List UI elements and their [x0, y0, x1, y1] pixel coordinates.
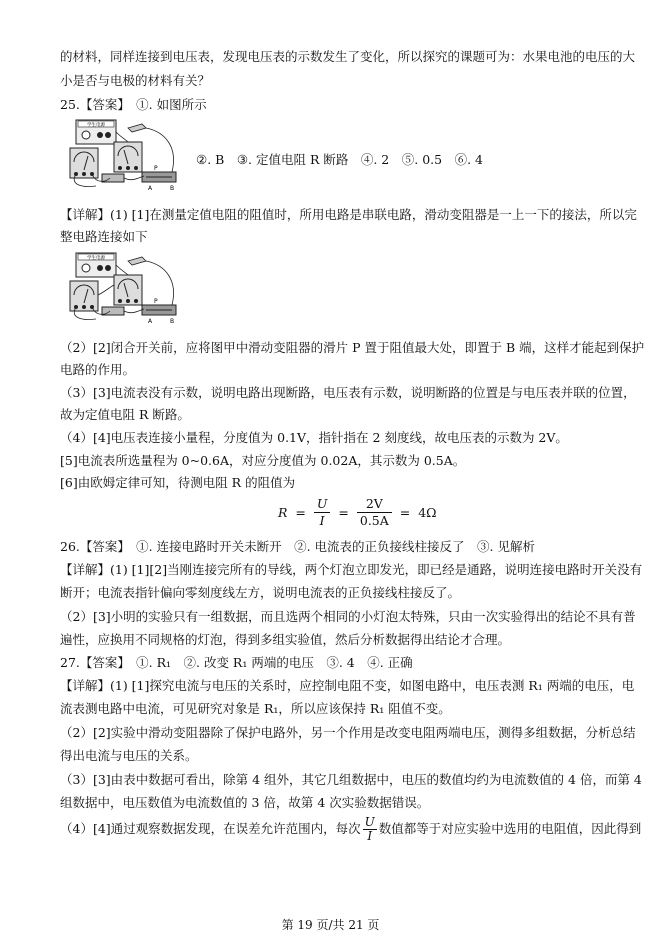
q26-answer-heading: 26.【答案】 ①. 连接电路时开关未断开 ②. 电流表的正负接线柱接反了 ③. 见解析: [60, 539, 535, 554]
formula-fraction-1: [314, 496, 331, 529]
terminal-b-label: B: [170, 318, 175, 325]
q25-answer-heading: 25.【答案】 ①. 如图所示: [60, 97, 207, 112]
text-line: 组数据中，电压数值为电流数值的 3 倍，故第 4 次实验数据错误。: [60, 795, 430, 810]
q27-d4-post: 数值都等于对应实验中选用的电阻值，因此得到: [378, 821, 642, 836]
text-line: 【详解】(1) [1]在测量定值电阻的阻值时，所用电路是串联电路，滑动变阻器是一上一下的接法，所以完: [60, 207, 637, 222]
frac1-num: U: [314, 496, 331, 513]
text-line: （4）[4]电压表连接小量程，分度值为 0.1V，指针指在 2 刻度线，故电压表的示数为 2V。: [60, 430, 568, 445]
text-line: （2）[3]小明的实验只有一组数据，而且选两个相同的小灯泡太特殊，只由一次实验得出的结论不具有普: [60, 609, 636, 624]
text-line: 整电路连接如下: [60, 229, 148, 244]
q27-answer-heading: 27.【答案】 ①. R₁ ②. 改变 R₁ 两端的电压 ③. 4 ④. 正确: [60, 655, 413, 670]
page-footer: 第 19 页/共 21 页: [281, 918, 380, 932]
formula-fraction-2: [357, 496, 392, 529]
formula-eq: =: [399, 505, 411, 520]
circuit-figure-1: [66, 118, 190, 192]
terminal-a-label: A: [148, 185, 153, 192]
slider-p-label: P: [154, 165, 158, 172]
formula-eq: =: [295, 505, 306, 520]
text-line: 遍性，应换用不同规格的灯泡，得到多组实验值，然后分析数据得出结论才合理。: [60, 632, 511, 647]
ohm-formula: [278, 496, 437, 538]
text-line: 得出电流与电压的关系。: [60, 748, 198, 763]
q27-d4-pre: （4）[4]通过观察数据发现，在误差允许范围内，每次: [60, 821, 361, 836]
power-label: 学生电源: [87, 123, 105, 128]
inline-frac-den: I: [367, 829, 373, 843]
inline-frac-num: U: [364, 815, 375, 829]
slider-p-label: P: [154, 298, 158, 305]
q25-answers: ②. B ③. 定值电阻 R 断路 ④. 2 ⑤. 0.5 ⑥. 4: [196, 152, 483, 167]
text-line: （2）[2]闭合开关前，应将图甲中滑动变阻器的滑片 P 置于阻值最大处，即置于 B 端，这样才能起到保护: [60, 340, 645, 355]
frac2-num: 2V: [357, 496, 392, 513]
circuit-figure-2: [66, 251, 190, 325]
power-label: 学生电源: [87, 256, 105, 261]
text-line: 的材料，同样连接到电压表，发现电压表的示数发生了变化，所以探究的课题可为：水果电池的电压的大: [60, 49, 636, 64]
text-line-with-fraction: [60, 815, 642, 843]
text-line: （3）[3]电流表没有示数，说明电路出现断路，电压表有示数，说明断路的位置是与电压表并联的位置，: [60, 385, 636, 400]
text-line: 【详解】(1) [1][2]当刚连接完所有的导线，两个灯泡立即发光，即已经是通路，说明连接电路时开关没有: [60, 562, 643, 577]
terminal-a-label: A: [148, 318, 153, 325]
frac1-den: I: [319, 513, 325, 528]
text-line: 断开；电流表指针偏向零刻度线左方，说明电流表的正负接线柱接反了。: [60, 585, 461, 600]
inline-fraction: [363, 816, 377, 843]
text-line: 故为定值电阻 R 断路。: [60, 407, 190, 422]
text-line: 【详解】(1) [1]探究电流与电压的关系时，应控制电阻不变，如图电路中，电压表测 R₁ 两端的电压，电: [60, 678, 635, 693]
formula-eq: =: [338, 505, 349, 520]
text-line: （3）[3]由表中数据可看出，除第 4 组外，其它几组数据中，电压的数值均约为电流数值的 4 倍，而第 4: [60, 772, 642, 787]
text-line: 电路的作用。: [60, 362, 136, 377]
text-line: [5]电流表所选量程为 0~0.6A，对应分度值为 0.02A，其示数为 0.5A。: [60, 453, 466, 468]
frac2-den: 0.5A: [359, 513, 389, 528]
terminal-b-label: B: [170, 185, 175, 192]
text-line: 流表测电路中电流，可见研究对象是 R₁，所以应该保持 R₁ 阻值不变。: [60, 701, 451, 716]
text-line: [6]由欧姆定律可知，待测电阻 R 的阻值为: [60, 475, 296, 490]
formula-lhs: R: [278, 505, 288, 520]
text-line: （2）[2]实验中滑动变阻器除了保护电路外，另一个作用是改变电阻两端电压，测得多组数据，分析总结: [60, 725, 636, 740]
text-line: 小是否与电极的材料有关？: [60, 73, 211, 88]
formula-result: 4Ω: [418, 505, 437, 520]
